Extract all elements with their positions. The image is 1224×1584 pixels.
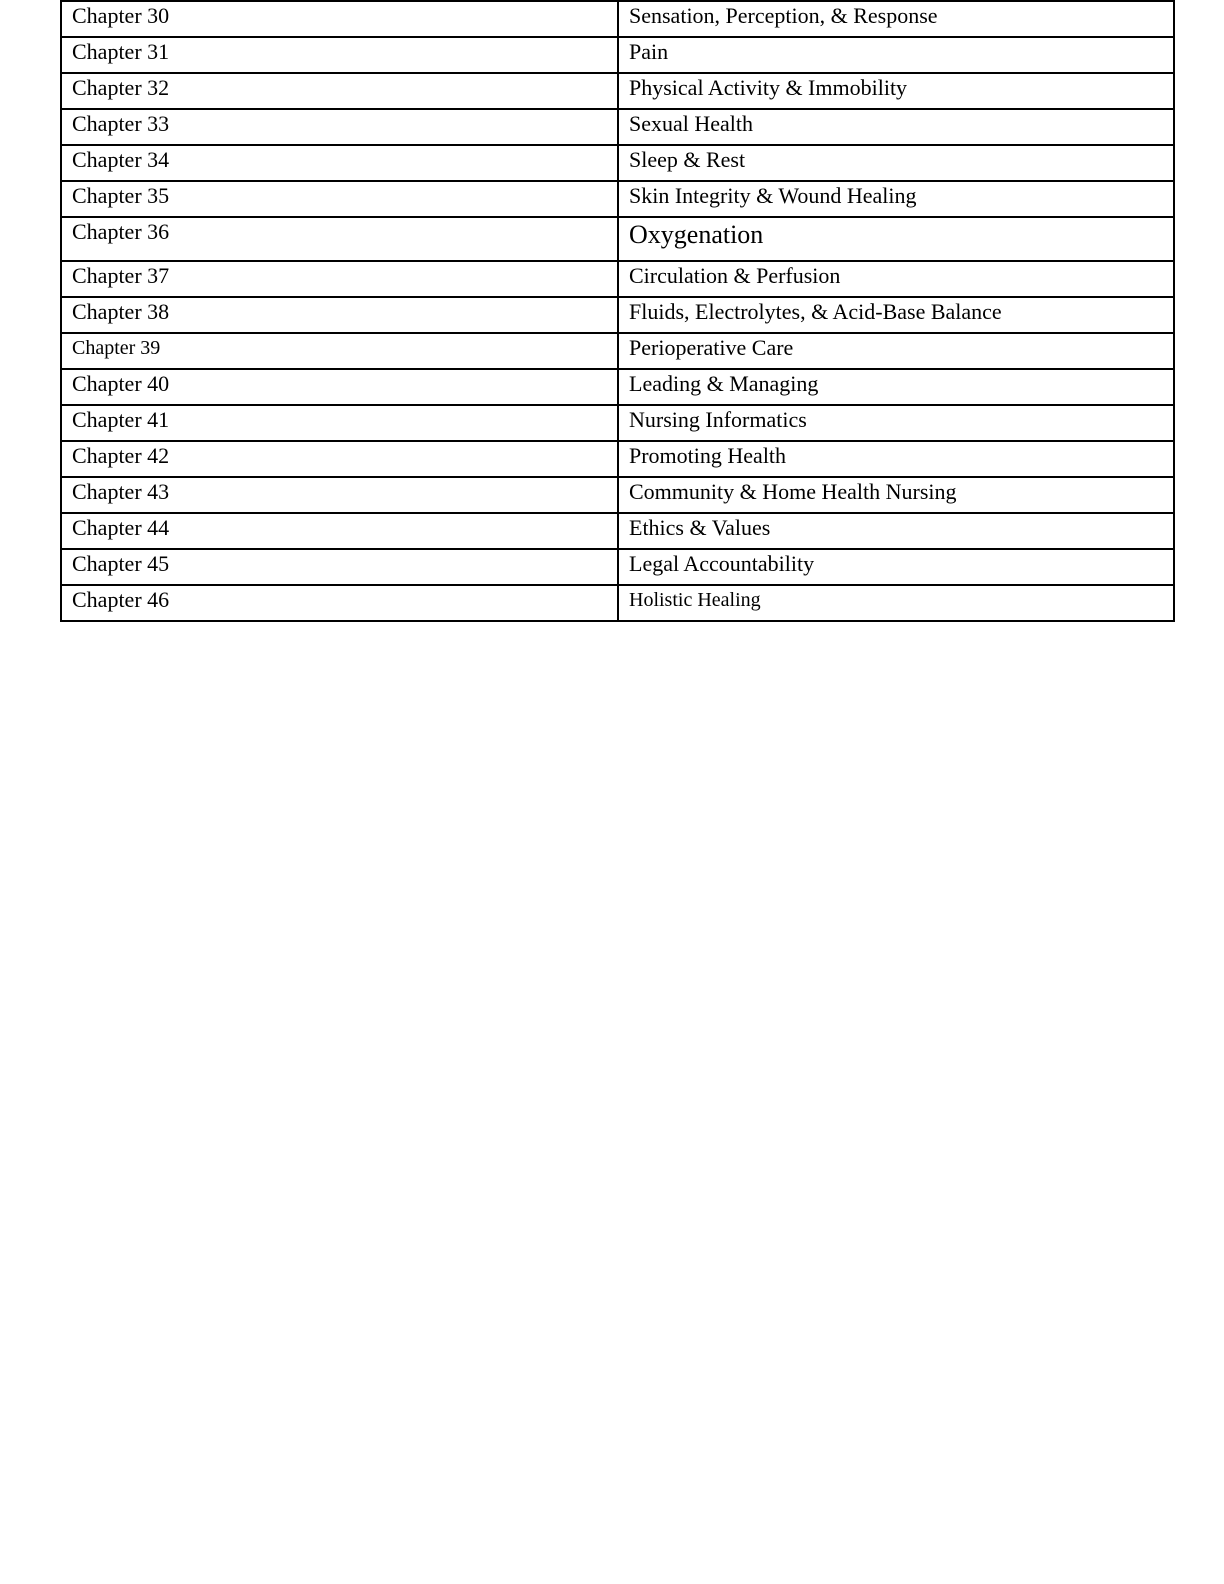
chapter-topic-cell: Skin Integrity & Wound Healing (618, 181, 1174, 217)
table-row (61, 441, 1174, 477)
table-row (61, 369, 1174, 405)
table-row (61, 145, 1174, 181)
chapter-topic-cell: Leading & Managing (618, 369, 1174, 405)
chapter-topic-cell: Fluids, Electrolytes, & Acid-Base Balance (618, 297, 1174, 333)
chapter-number-cell: Chapter 31 (61, 37, 618, 73)
chapter-number-cell: Chapter 36 (61, 217, 618, 261)
chapter-number-cell: Chapter 46 (61, 585, 618, 621)
chapter-number-cell: Chapter 42 (61, 441, 618, 477)
chapter-number-cell: Chapter 33 (61, 109, 618, 145)
chapter-topic-cell: Promoting Health (618, 441, 1174, 477)
table-row (61, 217, 1174, 261)
table-row (61, 405, 1174, 441)
chapter-topic-cell: Legal Accountability (618, 549, 1174, 585)
chapter-number-cell: Chapter 41 (61, 405, 618, 441)
chapter-topic-cell: Pain (618, 37, 1174, 73)
table-row (61, 333, 1174, 369)
chapter-number-cell: Chapter 32 (61, 73, 618, 109)
chapter-number-cell: Chapter 45 (61, 549, 618, 585)
table-row (61, 1, 1174, 37)
chapter-topic-cell: Sensation, Perception, & Response (618, 1, 1174, 37)
chapter-number-cell: Chapter 40 (61, 369, 618, 405)
chapter-number-cell: Chapter 30 (61, 1, 618, 37)
chapter-topic-cell: Perioperative Care (618, 333, 1174, 369)
chapter-topic-cell: Sexual Health (618, 109, 1174, 145)
chapter-number-cell: Chapter 34 (61, 145, 618, 181)
chapter-topic-cell: Physical Activity & Immobility (618, 73, 1174, 109)
chapter-number-cell: Chapter 44 (61, 513, 618, 549)
table-row (61, 297, 1174, 333)
chapter-number-cell: Chapter 39 (61, 333, 618, 369)
chapter-number-cell: Chapter 38 (61, 297, 618, 333)
table-row (61, 549, 1174, 585)
chapter-topic-cell: Ethics & Values (618, 513, 1174, 549)
chapter-topic-cell: Holistic Healing (618, 585, 1174, 621)
table-row (61, 37, 1174, 73)
chapter-topic-cell: Sleep & Rest (618, 145, 1174, 181)
table-row (61, 109, 1174, 145)
table-row (61, 585, 1174, 621)
chapter-topic-cell: Nursing Informatics (618, 405, 1174, 441)
chapter-topic-cell: Oxygenation (618, 217, 1174, 261)
chapter-number-cell: Chapter 43 (61, 477, 618, 513)
chapter-number-cell: Chapter 37 (61, 261, 618, 297)
chapter-number-cell: Chapter 35 (61, 181, 618, 217)
table-row (61, 477, 1174, 513)
table-row (61, 181, 1174, 217)
chapter-topic-cell: Community & Home Health Nursing (618, 477, 1174, 513)
chapter-topic-cell: Circulation & Perfusion (618, 261, 1174, 297)
chapter-topic-table (60, 0, 1175, 622)
table-row (61, 261, 1174, 297)
table-row (61, 73, 1174, 109)
table-row (61, 513, 1174, 549)
